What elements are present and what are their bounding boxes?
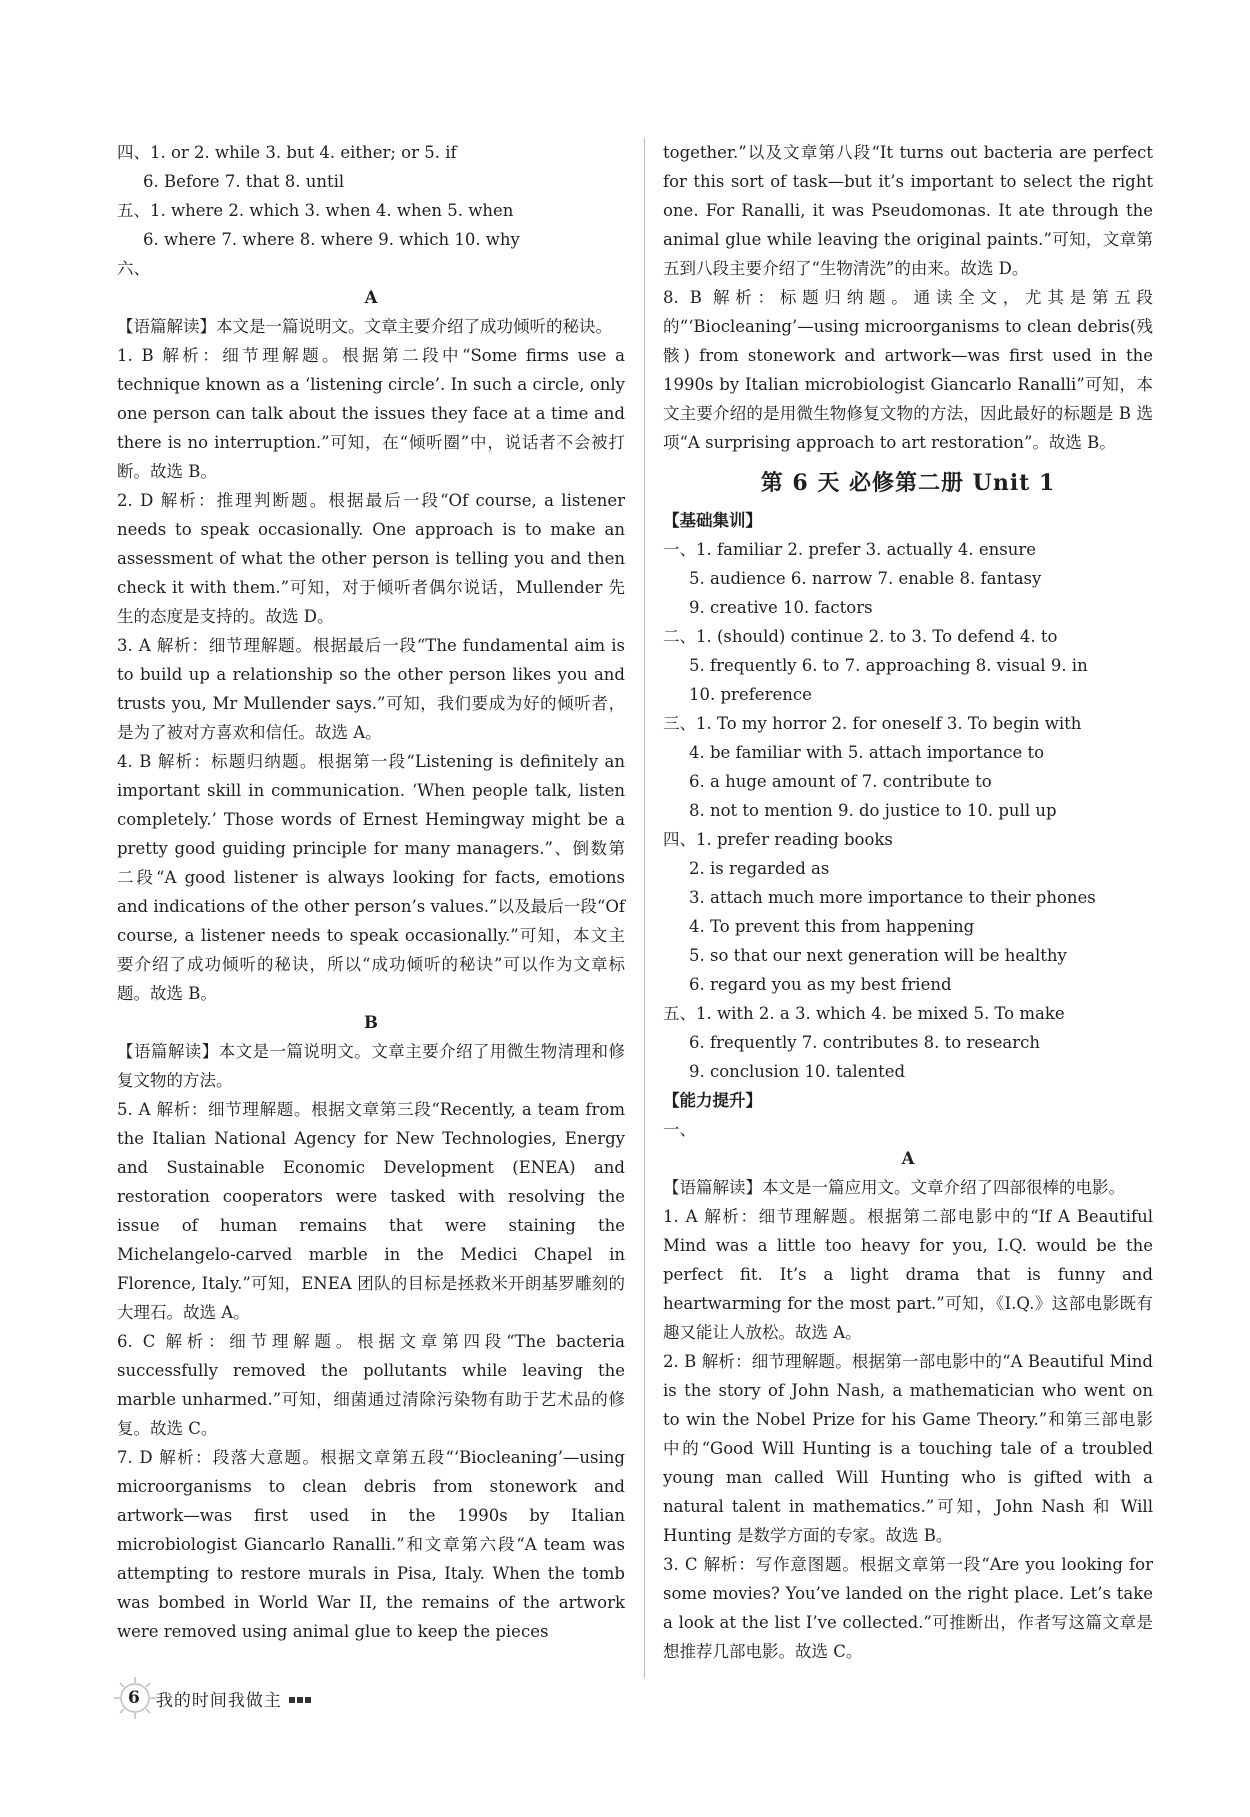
left-block-0: 四、1. or 2. while 3. but 4. either; or 5. if	[117, 143, 457, 162]
right-block-29: 3. C 解析：写作意图题。根据文章第一段“Are you looking for some movies? You’ve landed on the right place. Let’s take a look at the list I’ve collected.”可推断出，作者写这篇文章是想推荐几部电影。故选 C。	[663, 1555, 1153, 1661]
right-block-10: 三、1. To my horror 2. for oneself 3. To begin with	[663, 714, 1082, 733]
left-block-14: 6. C 解析：细节理解题。根据文章第四段“The bacteria successfully removed the pollutants while leaving the marble unharmed.”可知，细菌通过清除污染物有助于艺术品的修复。故选 C。	[117, 1332, 625, 1438]
right-block-24: 一、	[663, 1120, 696, 1139]
left-block-12: 【语篇解读】本文是一篇说明文。文章主要介绍了用微生物清理和修复文物的方法。	[117, 1042, 625, 1090]
left-block-7: 1. B 解析：细节理解题。根据第二段中“Some firms use a technique known as a ‘listening circle’. In such a circle, only one person can talk about the issues they face at a time and there is no interruption.”可知，在“倾听圈”中，说话者不会被打断。故选 B。	[117, 346, 625, 481]
right-block-1: 8. B 解析：标题归纳题。通读全文，尤其是第五段的“‘Biocleaning’—using microorganisms to clean debris(残骸) from stonework and artwork—was first used in the 1990s by Italian microbiologist Giancarlo Ranalli”可知，本文主要介绍的是用微生物修复文物的方法，因此最好的标题是 B 选项“A surprising approach to art restoration”。故选 B。	[663, 288, 1153, 452]
footer-motto: 我的时间我做主	[155, 1690, 282, 1711]
right-block-18: 5. so that our next generation will be healthy	[689, 946, 1067, 965]
right-block-14: 四、1. prefer reading books	[663, 830, 893, 849]
left-column	[117, 138, 625, 1646]
right-column	[663, 138, 1153, 1666]
left-block-13: 5. A 解析：细节理解题。根据文章第三段“Recently, a team from the Italian National Agency for New Technologies, Energy and Sustainable Economic Development (ENEA) and restoration cooperators were tasked with resolving the issue of human remains that were staining the Michelangelo-carved marble in the Medici Chapel in Florence, Italy.”可知，ENEA 团队的目标是拯救米开朗基罗雕刻的大理石。故选 A。	[117, 1100, 625, 1322]
left-block-10: 4. B 解析：标题归纳题。根据第一段“Listening is definitely an important skill in communication. ‘When people talk, listen completely.’ Those words of Ernest Hemingway might be a pretty good guiding principle for many managers.”、倒数第二段“A good listener is always looking for facts, emotions and indications of the other person’s values.”以及最后一段“Of course, a listener needs to speak occasionally.”可知，本文主要介绍了成功倾听的秘诀，所以“成功倾听的秘诀”可以作为文章标题。故选 B。	[117, 752, 625, 1003]
page-footer	[112, 1678, 312, 1718]
right-block-5: 5. audience 6. narrow 7. enable 8. fantasy	[689, 569, 1042, 588]
right-block-2: 第 6 天 必修第二册 Unit 1	[760, 470, 1056, 496]
right-block-8: 5. frequently 6. to 7. approaching 8. visual 9. in	[689, 656, 1088, 675]
left-block-8: 2. D 解析：推理判断题。根据最后一段“Of course, a listener needs to speak occasionally. One approach is to make an assessment of what the other person is telling you and then check it with them.”可知，对于倾听者偶尔说话，Mullender 先生的态度是支持的。故选 D。	[117, 491, 625, 626]
left-block-3: 6. where 7. where 8. where 9. which 10. why	[143, 230, 520, 249]
page-number: 6	[128, 1688, 140, 1708]
left-block-4: 六、	[117, 259, 150, 278]
column-divider	[644, 138, 645, 1678]
left-block-15: 7. D 解析：段落大意题。根据文章第五段“‘Biocleaning’—using microorganisms to clean debris from stonework and artwork—was first used in the 1990s by Italian microbiologist Giancarlo Ranalli.”和文章第六段“A team was attempting to restore murals in Pisa, Italy. When the tomb was bombed in World War II, the remains of the artwork were removed using animal glue to keep the pieces	[117, 1448, 625, 1641]
right-block-7: 二、1. (should) continue 2. to 3. To defend 4. to	[663, 627, 1058, 646]
right-block-26: 【语篇解读】本文是一篇应用文。文章介绍了四部很棒的电影。	[663, 1178, 1125, 1197]
right-block-20: 五、1. with 2. a 3. which 4. be mixed 5. To make	[663, 1004, 1065, 1023]
right-block-19: 6. regard you as my best friend	[689, 975, 952, 994]
left-block-6: 【语篇解读】本文是一篇说明文。文章主要介绍了成功倾听的秘诀。	[117, 317, 612, 336]
right-block-0: together.”以及文章第八段“It turns out bacteria are perfect for this sort of task—but it’s important to select the right one. For Ranalli, it was Pseudomonas. It ate through the animal glue while leaving the original paints.”可知，文章第五到八段主要介绍了“生物清洗”的由来。故选 D。	[663, 143, 1153, 278]
right-block-23: 【能力提升】	[663, 1091, 762, 1110]
left-block-5: A	[364, 288, 378, 307]
right-block-11: 4. be familiar with 5. attach importance to	[689, 743, 1045, 762]
right-block-3: 【基础集训】	[663, 511, 762, 530]
right-block-13: 8. not to mention 9. do justice to 10. pull up	[689, 801, 1057, 820]
right-block-28: 2. B 解析：细节理解题。根据第一部电影中的“A Beautiful Mind is the story of John Nash, a mathematician who went on to win the Nobel Prize for his Game Theory.”和第三部电影中的“Good Will Hunting is a touching tale of a troubled young man called Will Hunting who is gifted with a natural talent in mathematics.”可知，John Nash 和 Will Hunting 是数学方面的专家。故选 B。	[663, 1352, 1153, 1545]
right-block-21: 6. frequently 7. contributes 8. to research	[689, 1033, 1040, 1052]
right-block-15: 2. is regarded as	[689, 859, 830, 878]
right-block-16: 3. attach much more importance to their phones	[689, 888, 1096, 907]
decorative-squares-icon	[288, 1689, 312, 1708]
left-block-11: B	[364, 1013, 378, 1032]
right-block-4: 一、1. familiar 2. prefer 3. actually 4. ensure	[663, 540, 1036, 559]
left-block-9: 3. A 解析：细节理解题。根据最后一段“The fundamental aim is to build up a relationship so the other person likes you and trusts you, Mr Mullender says.”可知，我们要成为好的倾听者，是为了被对方喜欢和信任。故选 A。	[117, 636, 625, 742]
right-block-6: 9. creative 10. factors	[689, 598, 873, 617]
right-block-22: 9. conclusion 10. talented	[689, 1062, 906, 1081]
right-block-17: 4. To prevent this from happening	[689, 917, 975, 936]
right-block-25: A	[901, 1149, 915, 1168]
right-block-9: 10. preference	[689, 685, 812, 704]
left-block-1: 6. Before 7. that 8. until	[143, 172, 345, 191]
right-block-12: 6. a huge amount of 7. contribute to	[689, 772, 992, 791]
right-block-27: 1. A 解析：细节理解题。根据第二部电影中的“If A Beautiful Mind was a little too heavy for you, I.Q. would be the perfect fit. It’s a light drama that is funny and heartwarming for the most part.”可知，《I.Q.》这部电影既有趣又能让人放松。故选 A。	[663, 1207, 1153, 1342]
left-block-2: 五、1. where 2. which 3. when 4. when 5. when	[117, 201, 514, 220]
